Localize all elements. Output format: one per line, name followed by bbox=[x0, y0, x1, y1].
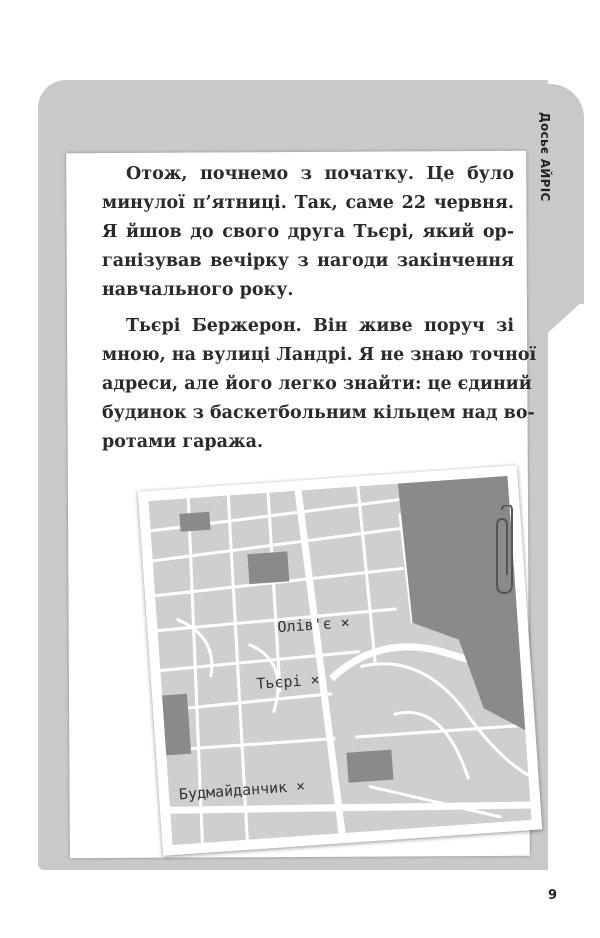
map-label-thierry: Тьєрі × bbox=[255, 670, 321, 693]
map-photo bbox=[138, 465, 543, 856]
map-building bbox=[247, 551, 289, 584]
map-label-construction-site: Будмайданчик × bbox=[178, 776, 306, 804]
text-line: ротами гаража. bbox=[102, 432, 264, 452]
folder-tab-label: Досьє АЙРІС bbox=[538, 112, 552, 202]
text-line: будинок з баскетбольним кільцем над во- bbox=[102, 403, 535, 423]
paragraph bbox=[102, 312, 537, 457]
paperclip-icon bbox=[494, 505, 520, 595]
map-label-olivier: Олів'є × bbox=[276, 613, 351, 637]
folder-tab bbox=[520, 84, 584, 304]
text-line: адреси, але його легко знайти: це єдиний bbox=[102, 374, 532, 394]
text-line: минулої п’ятниці. Так, саме 22 червня. bbox=[102, 193, 514, 213]
map-building bbox=[162, 694, 191, 756]
text-line: Тьєрі Бержерон. Він живе поруч зі bbox=[126, 316, 514, 336]
text-line: Я йшов до свого друга Тьєрі, який ор- bbox=[102, 222, 514, 242]
page-number: 9 bbox=[548, 888, 558, 903]
text-line: мною, на вулиці Ландрі. Я не знаю точної bbox=[102, 345, 537, 365]
map-building bbox=[179, 512, 210, 532]
text-line: навчального року. bbox=[102, 280, 294, 300]
text-line: Отож, почнемо з початку. Це було bbox=[126, 164, 514, 184]
folder-tab-edge bbox=[540, 300, 584, 340]
body-text bbox=[102, 160, 537, 464]
paragraph bbox=[102, 160, 514, 305]
street-map bbox=[148, 476, 531, 845]
text-line: ганізував вечірку з нагоди закінчення bbox=[102, 251, 514, 271]
map-building bbox=[346, 750, 393, 783]
